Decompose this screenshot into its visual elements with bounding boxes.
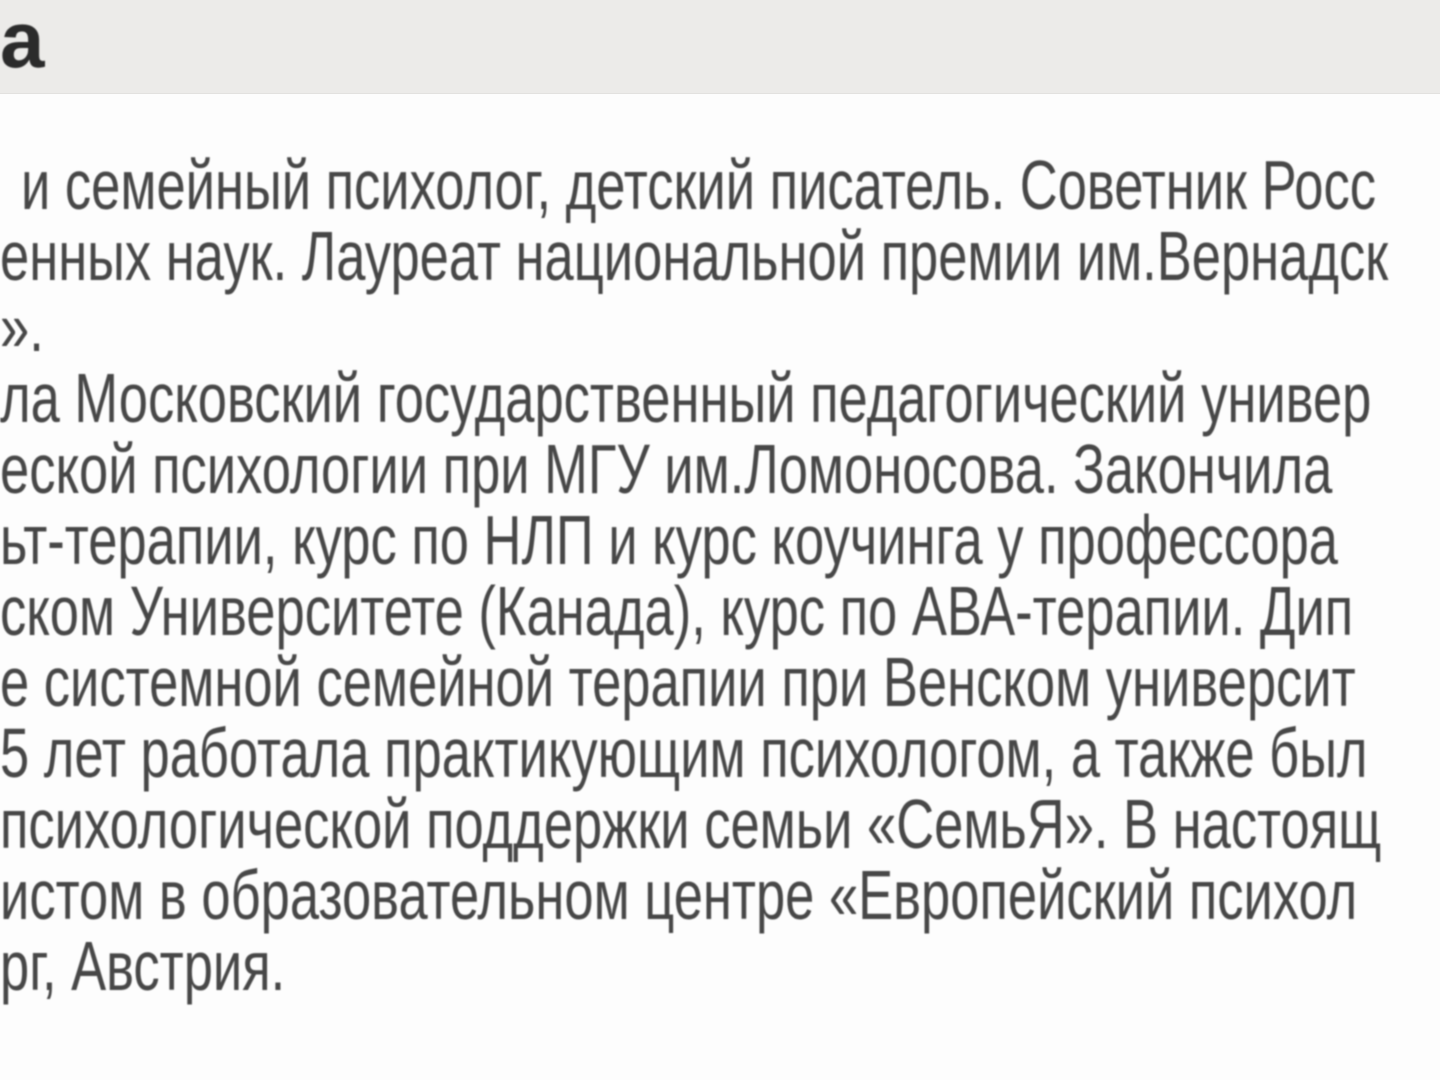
bio-line: ». — [0, 288, 44, 366]
biography-text-block — [0, 94, 1440, 1005]
clipped-heading-text: а — [0, 0, 45, 84]
bio-line: ла Московский государственный педагогический универ — [0, 359, 1372, 437]
bio-line: енных наук. Лауреат национальной премии им.Вернадск — [0, 217, 1389, 295]
page-header-band — [0, 0, 1440, 94]
bio-line: ьт-терапии, курс по НЛП и курс коучинга у профессора — [0, 501, 1339, 579]
bio-line: ском Университете (Канада), курс по АВА-терапии. Дип — [0, 572, 1354, 650]
bio-line: е системной семейной терапии при Венском университ — [0, 643, 1356, 721]
bio-line: истом в образовательном центре «Европейский психол — [0, 856, 1358, 934]
bio-line: и семейный психолог, детский писатель. Советник Росс — [21, 146, 1376, 224]
bio-line: рг, Австрия. — [0, 927, 286, 1005]
bio-line: 5 лет работала практикующим психологом, а также был — [0, 714, 1368, 792]
bio-line: еской психологии при МГУ им.Ломоносова. Закончила — [0, 430, 1333, 508]
bio-line: психологической поддержки семьи «СемьЯ». В настоящ — [0, 785, 1382, 863]
